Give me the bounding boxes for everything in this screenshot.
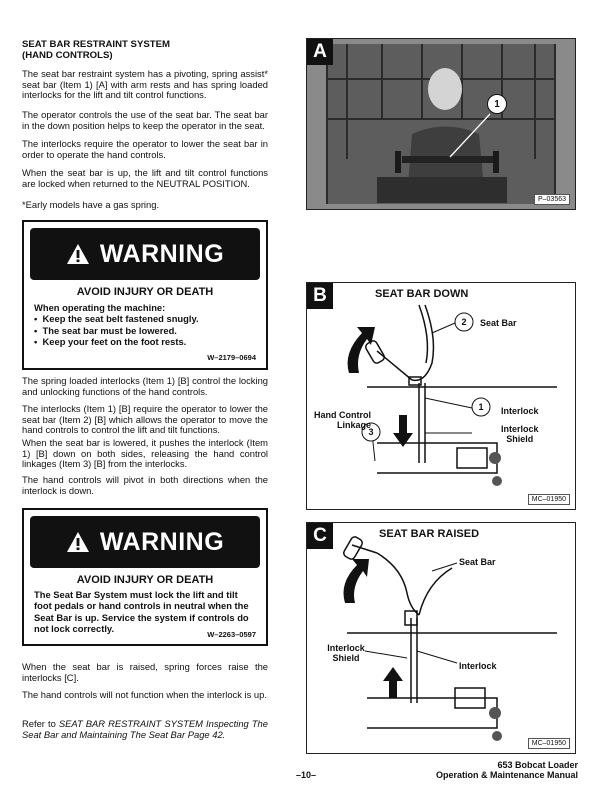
- figure-c-title: SEAT BAR RAISED: [379, 528, 480, 540]
- warning-1-bullet: • The seat bar must be lowered.: [34, 324, 177, 336]
- bottom-paragraph-1: When the seat bar is raised, spring forces raise the interlocks [C].: [22, 661, 268, 683]
- figure-a: [306, 38, 576, 210]
- refer-link-text: SEAT BAR RESTRAINT SYSTEM Inspecting The Seat Bar and Maintaining The Seat Bar Page 42.: [22, 718, 268, 740]
- middle-paragraph-3: When the seat bar is lowered, it pushes the interlock (Item 1) [B] down on both sides, releasing the hand control linkages (Item 3) [B] from the interlocks.: [22, 437, 268, 470]
- footer-manual: Operation & Maintenance Manual: [435, 770, 578, 780]
- seat-bar-raised-diagram: [307, 523, 575, 753]
- warning-banner-2: [30, 516, 260, 568]
- warning-banner-1-label: WARNING: [99, 239, 225, 268]
- seat-bar-down-diagram: [307, 283, 575, 509]
- figure-c-seat-bar-label: Seat Bar: [459, 557, 496, 567]
- figure-b-callout-2: 2: [461, 317, 467, 327]
- middle-paragraph-2: The interlocks (Item 1) [B] require the operator to lower the seat bar (Item 2) [B] which allows the operator to move the hand controls to control the lift and tilt functions.: [22, 403, 268, 436]
- section-heading-line1: SEAT BAR RESTRAINT SYSTEM: [22, 39, 170, 50]
- warning-banner-2-label: WARNING: [99, 527, 225, 556]
- warning-box-1: [22, 220, 268, 370]
- warning-1-title: AVOID INJURY OR DEATH: [76, 286, 214, 298]
- figure-a-callout-1: 1: [487, 94, 507, 114]
- figure-b-title: SEAT BAR DOWN: [375, 288, 469, 300]
- figure-b-interlock-shield-label: Interlock Shield: [501, 424, 539, 444]
- figure-c-interlock-label: Interlock: [459, 661, 497, 671]
- warning-1-bullet: • Keep the seat belt fastened snugly.: [34, 313, 199, 325]
- warning-2-code: W–2263–0597: [207, 630, 256, 639]
- figure-b-interlock-label: Interlock: [501, 406, 539, 416]
- figure-b-letter: B: [307, 283, 333, 309]
- page-number: –10–: [295, 770, 317, 780]
- warning-2-body: [34, 589, 264, 635]
- warning-1-bullet: • Keep your feet on the foot rests.: [34, 336, 187, 348]
- refer-paragraph: Refer to SEAT BAR RESTRAINT SYSTEM Inspecting The Seat Bar and Maintaining The Seat Bar Page 42.: [22, 718, 268, 740]
- intro-paragraph-2: The operator controls the use of the seat bar. The seat bar in the down position helps to keep the operator in the seat.: [22, 109, 268, 131]
- figure-c-letter: C: [307, 523, 333, 549]
- warning-2-line: not lock correctly.: [34, 623, 115, 635]
- warning-banner-1: [30, 228, 260, 280]
- bottom-paragraph-2: The hand controls will not function when the interlock is up.: [22, 689, 267, 700]
- warning-triangle-icon: [66, 243, 90, 265]
- figure-b-callout-1: 1: [478, 402, 484, 412]
- warning-1-intro: When operating the machine:: [34, 302, 166, 313]
- intro-paragraph-3: The interlocks require the operator to lower the seat bar in order to operate the hand controls.: [22, 138, 268, 160]
- warning-2-title: AVOID INJURY OR DEATH: [76, 574, 214, 586]
- footer-model: 653 Bobcat Loader: [497, 760, 578, 770]
- intro-paragraph-4: When the seat bar is up, the lift and tilt control functions are locked when returned to the NEUTRAL POSITION.: [22, 167, 268, 189]
- warning-1-body: [34, 302, 264, 348]
- figure-b-code: MC–01950: [528, 494, 570, 505]
- intro-paragraph-1: The seat bar restraint system has a pivoting, spring assist* seat bar (Item 1) [A] with arm rests and has spring loaded interlocks for the lift and tilt control functions.: [22, 68, 268, 101]
- figure-b-hand-control-label: Hand Control Linkage: [314, 410, 371, 430]
- warning-2-line: foot pedals or hand controls in neutral when the: [34, 600, 249, 612]
- figure-b: [306, 282, 576, 510]
- figure-b-callout-3: 3: [368, 427, 374, 437]
- footer-manual-title: [436, 760, 578, 780]
- warning-1-code: W–2179–0694: [207, 353, 256, 362]
- figure-a-letter: A: [307, 39, 333, 65]
- middle-paragraph-4: The hand controls will pivot in both directions when the interlock is down.: [22, 474, 268, 496]
- figure-b-seat-bar-label: Seat Bar: [480, 318, 517, 328]
- figure-c-interlock-shield-label: Interlock Shield: [327, 643, 365, 663]
- warning-2-line: Seat Bar is up. Service the system if controls do: [34, 611, 249, 623]
- footnote-paragraph: *Early models have a gas spring.: [22, 199, 160, 210]
- section-heading-line2: (HAND CONTROLS): [22, 49, 113, 61]
- warning-box-2: [22, 508, 268, 646]
- figure-c-code: MC–01950: [528, 738, 570, 749]
- warning-2-line: The Seat Bar System must lock the lift and tilt: [34, 589, 238, 600]
- section-heading: [22, 40, 268, 62]
- figure-a-code: P–03563: [534, 194, 570, 205]
- warning-triangle-icon: [66, 531, 90, 553]
- middle-paragraph-1: The spring loaded interlocks (Item 1) [B] control the locking and unlocking functions of the hand controls.: [22, 375, 268, 397]
- operator-photo: [307, 39, 575, 209]
- figure-c: [306, 522, 576, 754]
